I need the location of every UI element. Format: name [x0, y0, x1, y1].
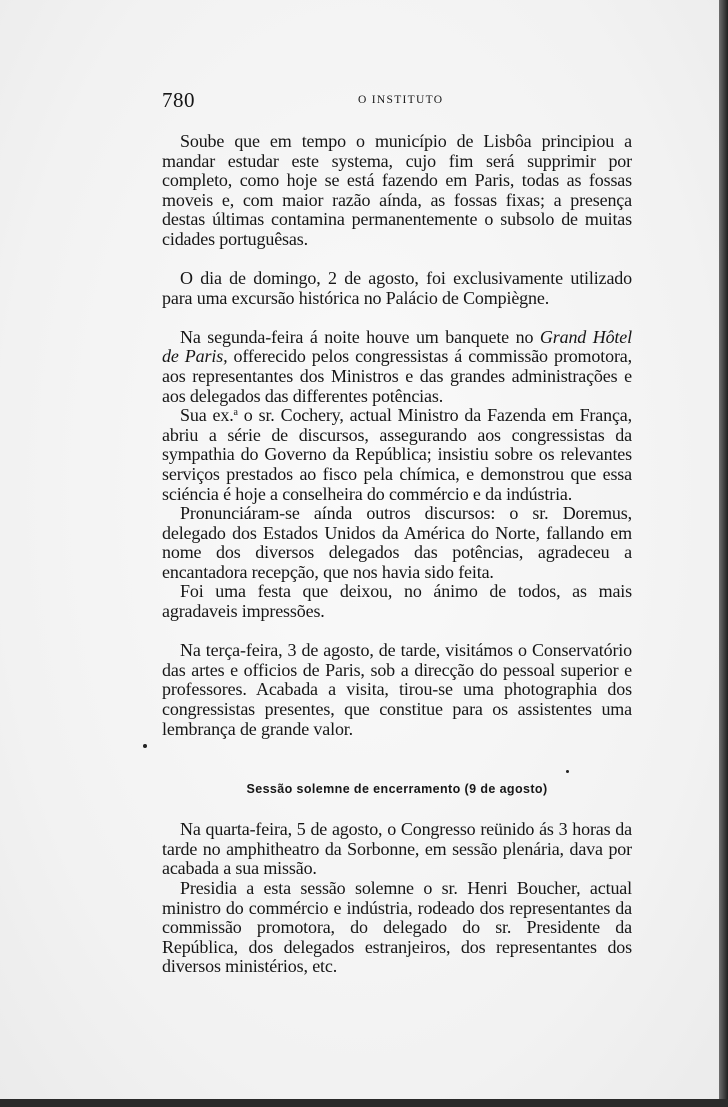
- scan-border-right: [719, 0, 728, 1107]
- paragraph-doremus: Pronunciáram-se aínda outros discursos: o sr. Doremus, delegado dos Estados Unidos da América do Norte, fallando em nome dos diversos delegados das potências, agradeceu a encantadora recepção, que nos havia sido feita.: [162, 503, 632, 582]
- margin-speck: [143, 744, 147, 748]
- paragraph-compiegne: O dia de domingo, 2 de agosto, foi exclusivamente utilizado para uma excursão histórica no Palácio de Compiègne.: [162, 268, 632, 308]
- superscript-a: a: [233, 407, 238, 419]
- paragraph-boucher: Presidia a esta sessão solemne o sr. Henri Boucher, actual ministro do commércio e indústria, rodeado dos representantes da commissão promotora, do delegado do sr. Presidente da República, dos delegados estranjeiros, dos representantes dos diversos ministérios, etc.: [162, 877, 632, 977]
- paragraph-cochery: [162, 406, 632, 504]
- banquet-text-end: offerecido pelos congressistas á commissão promotora, aos representantes dos Ministros e das grandes administrações e aos delegados das differentes potências.: [162, 346, 632, 406]
- paragraph-lisboa: Soube que em tempo o município de Lisbôa principiou a mandar estudar este systema, cujo fim será supprimir por completo, como hoje se está fazendo em Paris, todas as fossas moveis e, com maior razão aínda, as fossas fixas; a presença destas últimas contamina permanentemente o subsolo de muitas cidades portuguêsas.: [162, 131, 632, 249]
- page-header: [162, 88, 632, 114]
- paragraph-conservatorio: Na terça-feira, 3 de agosto, de tarde, visitámos o Conservatório das artes e officios de Paris, sob a direcção do pessoal superior e professores. Acabada a visita, tirou-se uma photographia dos congressistas presentes, que constitue para os assistentes uma lembrança de grande valor.: [162, 640, 632, 739]
- paragraph-banquet: [162, 328, 632, 406]
- section-heading: Sessão solemne de encerramento (9 de agosto): [246, 782, 548, 797]
- running-head: O INSTITUTO: [358, 94, 444, 106]
- scan-border-bottom: [0, 1099, 728, 1107]
- banquet-text-start: Na segunda-feira á noite houve um banquete no: [180, 326, 540, 347]
- cochery-text-end: o sr. Cochery, actual Ministro da Fazenda em França, abriu a série de discursos, assegurando aos congressistas da sympathia do Governo da República; insistiu sobre os relevantes serviços prestados ao fisco pela chímica, e demonstrou que essa sciéncia é hoje a conselheira do commércio e da indústria.: [162, 405, 632, 504]
- hotel-name: Grand Hôtel de Paris,: [162, 326, 632, 367]
- page-number: 780: [162, 88, 195, 112]
- page-body: [162, 132, 632, 977]
- paragraph-festa: Foi uma festa que deixou, no ánimo de todos, as mais agradaveis impressões.: [162, 581, 632, 622]
- paragraph-sorbonne: Na quarta-feira, 5 de agosto, o Congresso reünido ás 3 horas da tarde no amphitheatro da Sorbonne, em sessão plenária, dava por acabada a sua missão.: [162, 819, 632, 879]
- cochery-text-start: Sua ex.: [180, 405, 234, 426]
